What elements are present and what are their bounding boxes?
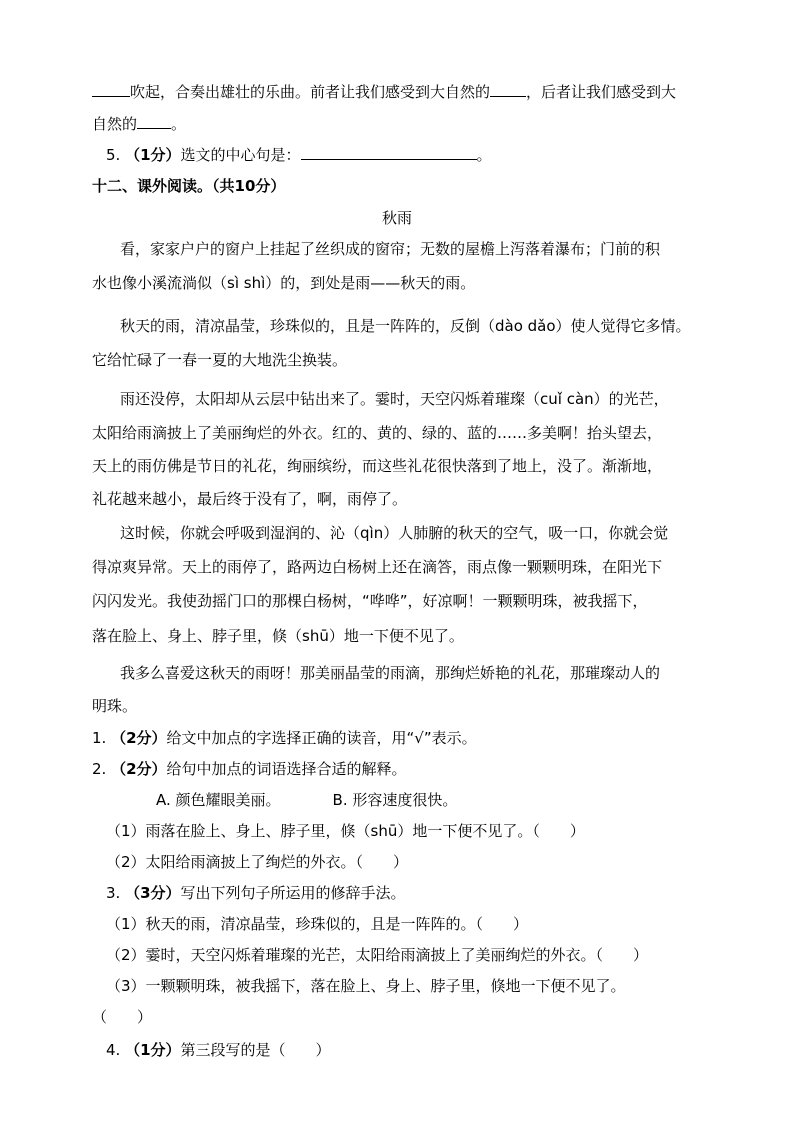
answer-blank[interactable]	[92, 80, 130, 97]
article-p1-l2: 水也像小溪流淌似（sì shì）的，到处是雨——秋天的雨。	[92, 274, 476, 292]
question-3-sub-2: （2）霎时，天空闪烁着璀璨的光芒，太阳给雨滴披上了美丽绚烂的外衣。（ ）	[106, 946, 649, 964]
question-3-sub-1: （1）秋天的雨，清凉晶莹，珍珠似的，且是一阵阵的。（ ）	[106, 915, 529, 933]
question-2-options: A. 颜色耀眼美丽。 B. 形容速度很快。	[156, 791, 458, 809]
question-2-sub-2: （2）太阳给雨滴披上了绚烂的外衣。（ ）	[106, 853, 409, 871]
article-p4-l4: 落在脸上、身上、脖子里，倏（shū）地一下便不见了。	[92, 627, 464, 645]
prev-line-1: 吹起，合奏出雄壮的乐曲。前者让我们感受到大自然的 ，后者让我们感受到大	[92, 80, 676, 103]
article-p1-l1: 看，家家户户的窗户上挂起了丝织成的窗帘；无数的屋檐上泻落着瀑布；门前的积	[120, 240, 661, 258]
section-heading: 十二、课外阅读。（共10分）	[92, 177, 286, 195]
answer-blank[interactable]	[301, 143, 477, 160]
prev-line-2: 自然的 。	[92, 112, 186, 135]
answer-blank[interactable]	[137, 112, 171, 129]
article-p3-l1: 雨还没停，太阳却从云层中钻出来了。霎时，天空闪烁着璀璨（cuǐ càn）的光芒，	[120, 390, 669, 408]
article-p5-l2: 明珠。	[92, 697, 138, 715]
question-3-sub-3: （3）一颗颗明珠，被我摇下，落在脸上、身上、脖子里，倏地一下便不见了。	[106, 977, 626, 995]
question-3-sub-3-paren: （ ）	[92, 1008, 153, 1026]
article-p3-l3: 天上的雨仿佛是节日的礼花，绚丽缤纷，而这些礼花很快落到了地上，没了。渐渐地，	[92, 457, 663, 475]
question-4: 4. （1分）第三段写的是（ ）	[106, 1041, 331, 1059]
article-p2-l1: 秋天的雨，清凉晶莹，珍珠似的，且是一阵阵的，反倒（dào dǎo）使人觉得它多情。	[120, 317, 691, 335]
question-1: 1. （2分）给文中加点的字选择正确的读音，用“√”表示。	[92, 729, 477, 747]
question-2: 2. （2分）给句中加点的词语选择合适的解释。	[92, 760, 407, 778]
article-p2-l2: 它给忙碌了一春一夏的大地洗尘换装。	[92, 351, 348, 369]
question-5: 5. （1分）选文的中心句是： 。	[106, 143, 492, 166]
article-p3-l4: 礼花越来越小，最后终于没有了，啊，雨停了。	[92, 490, 408, 508]
article-title: 秋雨	[381, 209, 412, 227]
answer-blank[interactable]	[490, 80, 526, 97]
article-p4-l3: 闪闪发光。我使劲摇门口的那棵白杨树，“哗哗”，好凉啊！一颗颗明珠，被我摇下，	[92, 592, 648, 610]
question-2-sub-1: （1）雨落在脸上、身上、脖子里，倏（shū）地一下便不见了。（ ）	[106, 822, 585, 840]
article-p4-l2: 得凉爽异常。天上的雨停了，路两边白杨树上还在滴答，雨点像一颗颗明珠，在阳光下	[92, 558, 663, 576]
article-p4-l1: 这时候，你就会呼吸到湿润的、沁（qìn）人肺腑的秋天的空气，吸一口，你就会觉	[120, 524, 669, 542]
article-p5-l1: 我多么喜爱这秋天的雨呀！那美丽晶莹的雨滴，那绚烂娇艳的礼花，那璀璨动人的	[120, 664, 661, 682]
article-p3-l2: 太阳给雨滴披上了美丽绚烂的外衣。红的、黄的、绿的、蓝的……多美啊！抬头望去，	[92, 424, 663, 442]
question-3: 3. （3分）写出下列句子所运用的修辞手法。	[106, 884, 406, 902]
